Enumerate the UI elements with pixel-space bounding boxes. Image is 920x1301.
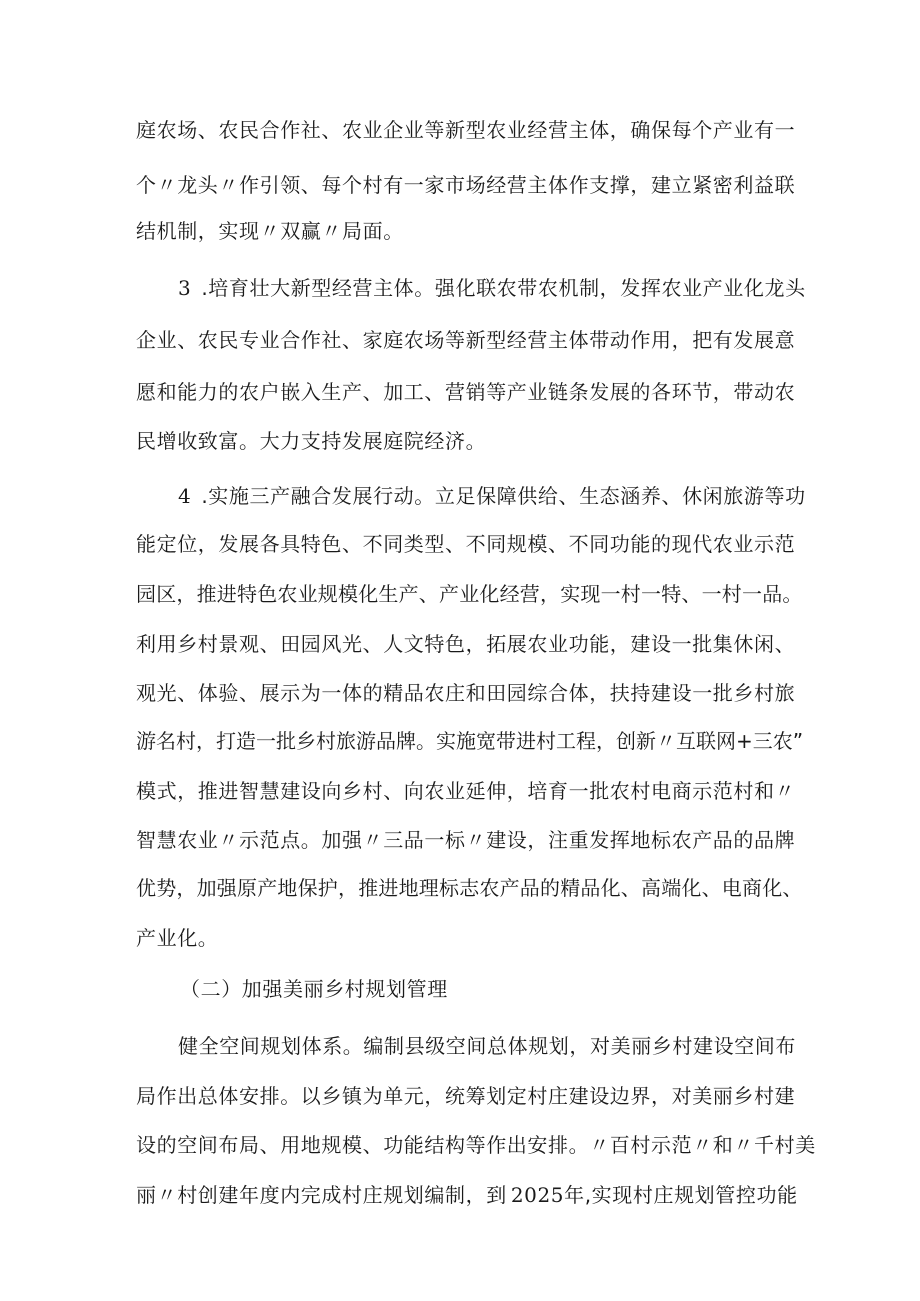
paragraph-text: .培育壮大新型经营主体。强化联农带农机制，发挥农业产业化龙头	[201, 276, 806, 300]
paragraph-line: 企业、农民专业合作社、家庭农场等新型经营主体带动作用，把有发展意	[136, 328, 796, 352]
paragraph-line: 利用乡村景观、田园风光、人文特色，拓展农业功能，建设一批集休闲、	[136, 632, 796, 656]
paragraph-line: 智慧农业〃示范点。加强〃三品一标〃建设，注重发挥地标农产品的品牌	[136, 828, 796, 852]
paragraph-line: 健全空间规划体系。编制县级空间总体规划，对美丽乡村建设空间布	[178, 1034, 796, 1058]
paragraph-line: 游名村，打造一批乡村旅游品牌。实施宽带进村工程，创新〃互联网+三农”	[136, 729, 804, 753]
paragraph-text: 年,实现村庄规划管控功能	[564, 1183, 798, 1207]
paragraph-line: 民增收致富。大力支持发展庭院经济。	[136, 429, 487, 453]
paragraph-line: 庭农场、农民合作社、农业企业等新型农业经营主体，确保每个产业有一	[136, 118, 796, 142]
paragraph-text: 丽〃村创建年度内完成村庄规划编制，到	[136, 1183, 507, 1207]
paragraph-text: .实施三产融合发展行动。立足保障供给、生态涵养、休闲旅游等功	[201, 484, 806, 508]
paragraph-line: 观光、体验、展示为一体的精品农庄和田园综合体，扶持建设一批乡村旅	[136, 681, 796, 705]
list-number: 4	[178, 484, 192, 508]
paragraph-line: 愿和能力的农户嵌入生产、加工、营销等产业链条发展的各环节，带动农	[136, 380, 796, 404]
year-number: 2025	[510, 1183, 565, 1207]
paragraph-line: 局作出总体安排。以乡镇为单元，统筹划定村庄建设边界，对美丽乡村建	[136, 1084, 796, 1108]
paragraph-line	[178, 274, 920, 302]
paragraph-line: 结机制，实现〃双赢〃局面。	[136, 219, 404, 243]
section-heading: （二）加强美丽乡村规划管理	[180, 977, 448, 1001]
paragraph-line	[136, 1181, 920, 1209]
paragraph-line: 设的空间布局、用地规模、功能结构等作出安排。〃百村示范〃和〃千村美	[136, 1133, 816, 1157]
paragraph-line: 园区，推进特色农业规模化生产、产业化经营，实现一村一特、一村一品。	[136, 582, 803, 606]
paragraph-line: 能定位，发展各具特色、不同类型、不同规模、不同功能的现代农业示范	[136, 532, 796, 556]
list-number: 3	[178, 276, 192, 300]
paragraph-line: 模式，推进智慧建设向乡村、向农业延伸，培育一批农村电商示范村和〃	[136, 779, 796, 803]
paragraph-line: 产业化。	[136, 926, 219, 950]
paragraph-line: 个〃龙头〃作引领、每个村有一家市场经营主体作支撑，建立紧密利益联	[136, 173, 796, 197]
paragraph-line	[178, 482, 920, 510]
paragraph-line: 优势，加强原产地保护，推进地理标志农产品的精品化、高端化、电商化、	[136, 876, 803, 900]
